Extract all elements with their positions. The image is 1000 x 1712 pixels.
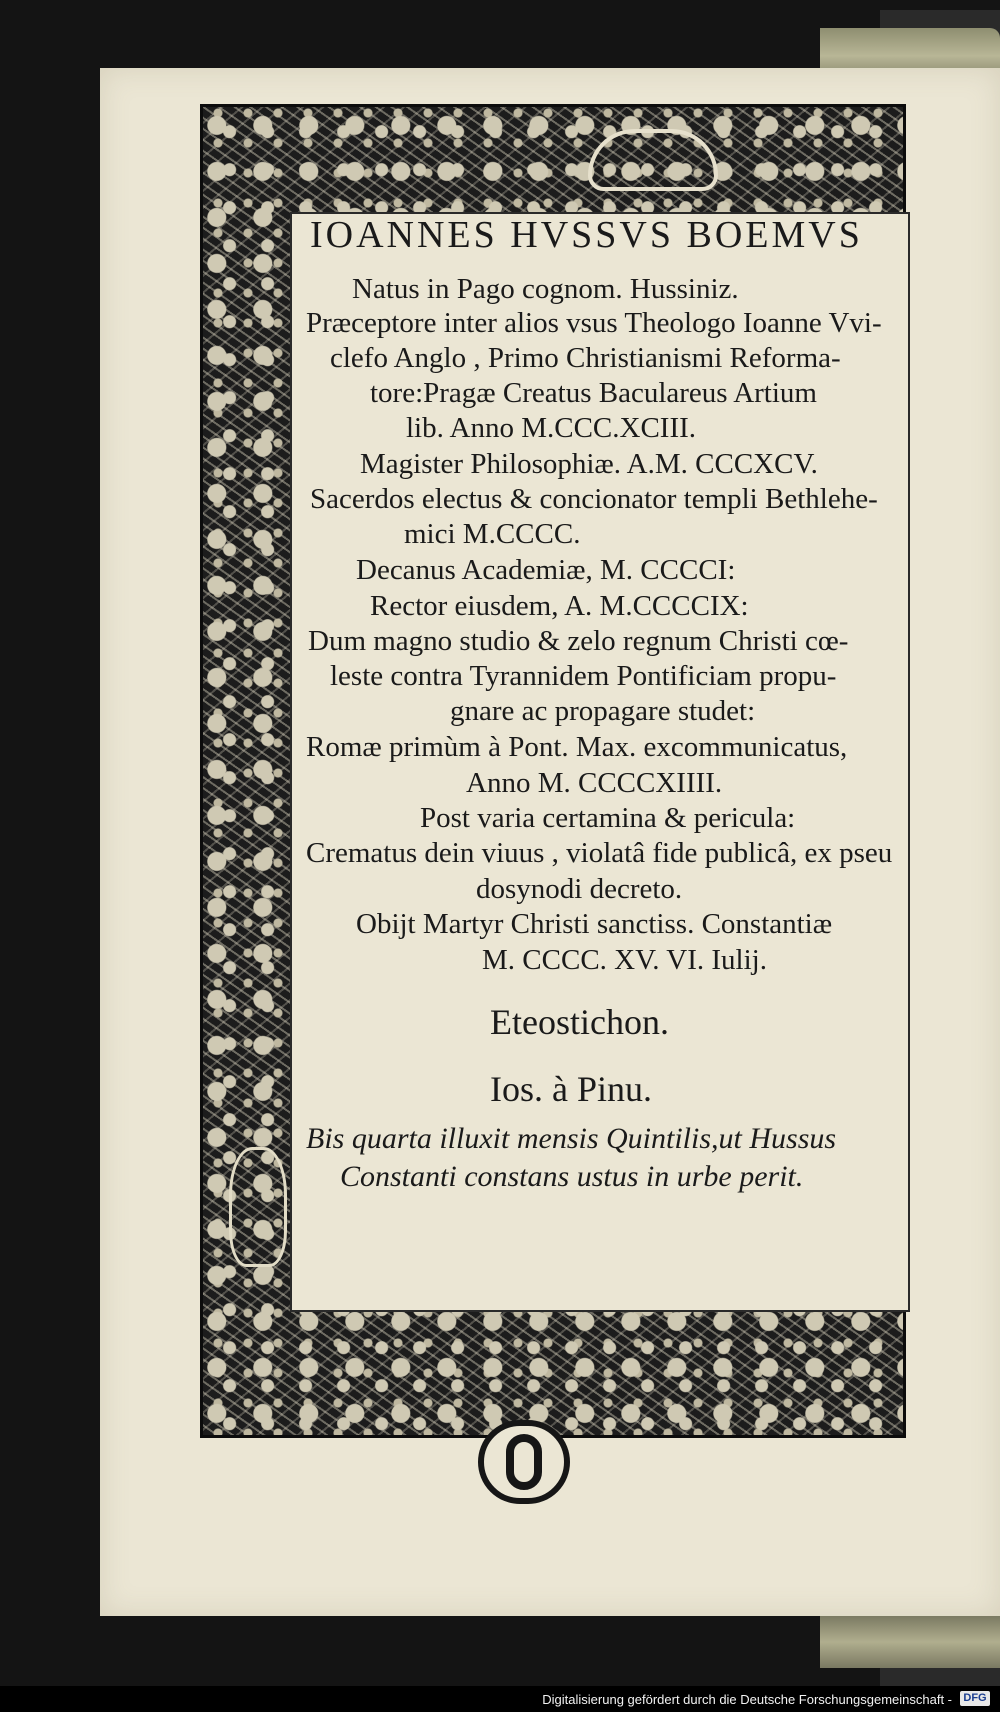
page-title: IOANNES HVSSVS BOEMVS	[310, 214, 863, 256]
author-line: Ios. à Pinu.	[490, 1069, 652, 1109]
text-line: Crematus dein viuus , violatâ fide publicâ, ex pseu	[306, 837, 893, 869]
footer-credit: Digitalisierung gefördert durch die Deutsche Forschungsgemeinschaft -	[542, 1692, 952, 1707]
bottom-ornament-icon	[478, 1420, 570, 1504]
section-heading: Eteostichon.	[490, 1002, 669, 1042]
text-line: gnare ac propagare studet:	[450, 695, 756, 727]
text-line: Post varia certamina & pericula:	[420, 802, 796, 834]
verse-line: Bis quarta illuxit mensis Quintilis,ut Hussus	[306, 1122, 837, 1155]
text-line: Natus in Pago cognom. Hussiniz.	[352, 273, 739, 305]
text-line: Anno M. CCCCXIIII.	[466, 767, 723, 799]
text-line: Obijt Martyr Christi sanctiss. Constantiæ	[356, 908, 833, 940]
verse-line: Constanti constans ustus in urbe perit.	[340, 1160, 804, 1193]
text-line: Romæ primùm à Pont. Max. excommunicatus,	[306, 731, 848, 763]
text-line: mici M.CCCC.	[404, 518, 581, 550]
text-line: Dum magno studio & zelo regnum Christi cœ-	[308, 625, 849, 657]
text-line: Decanus Academiæ, M. CCCCI:	[356, 554, 736, 586]
footer-bar	[0, 1686, 1000, 1712]
text-line: tore:Pragæ Creatus Baculareus Artium	[370, 377, 817, 409]
text-line: Magister Philosophiæ. A.M. CCCXCV.	[360, 448, 818, 480]
text-line: Præceptore inter alios vsus Theologo Ioanne Vvi-	[306, 307, 882, 339]
text-line: Rector eiusdem, A. M.CCCCIX:	[370, 590, 749, 622]
text-line: dosynodi decreto.	[476, 873, 683, 905]
dfg-logo-icon: DFG	[960, 1691, 990, 1706]
text-line: leste contra Tyrannidem Pontificiam propu-	[330, 660, 837, 692]
text-line: M. CCCC. XV. VI. Iulij.	[482, 944, 767, 976]
urn-left-icon	[229, 1147, 287, 1267]
text-line: lib. Anno M.CCC.XCIII.	[406, 412, 697, 444]
book-spine-bottom	[820, 1610, 1000, 1668]
text-line: clefo Anglo , Primo Christianismi Reforma-	[330, 342, 841, 374]
text-line: Sacerdos electus & concionator templi Bethlehe-	[310, 483, 878, 515]
top-ornament-icon	[588, 129, 718, 191]
